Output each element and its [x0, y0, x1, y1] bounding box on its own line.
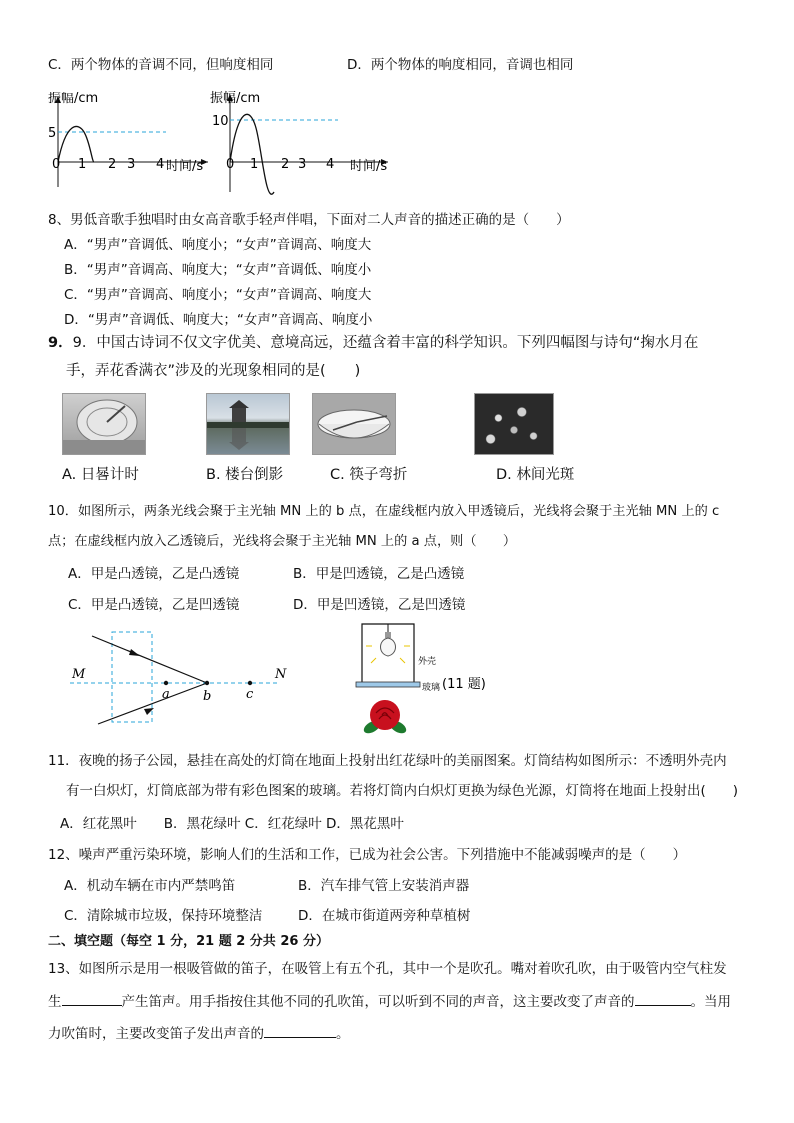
point-c [248, 681, 252, 685]
q13-blank-2[interactable] [635, 991, 691, 1006]
label-a: a [162, 687, 170, 702]
left-xlabel: 时间/s [166, 159, 204, 174]
pavilion-photo [206, 393, 290, 455]
label-b: b [203, 689, 212, 704]
right-ylabel: 振幅/cm [210, 91, 261, 106]
q12-stem: 12、噪声严重污染环境，影响人们的生活和工作，已成为社会公害。下列措施中不能减弱噪声的是（ ） [48, 847, 687, 863]
q13-blank-3[interactable] [264, 1023, 336, 1038]
point-b [205, 681, 209, 685]
q13-line2: 生 产生笛声。用手指按住其他不同的孔吹笛，可以听到不同的声音，这主要改变了声音的 。当用 [48, 991, 731, 1011]
left-tick-4: 4 [156, 157, 165, 172]
bulb-icon [381, 638, 396, 656]
q9-option-a: A. 日晷计时 [62, 467, 139, 483]
q9-option-c: C. 筷子弯折 [330, 467, 408, 483]
wave-right [230, 114, 274, 194]
q12-option-b: B．汽车排气管上安装消声器 [298, 878, 470, 894]
label-n: N [275, 667, 287, 682]
q11-stem-line1: 11．夜晚的扬子公园，悬挂在高处的灯筒在地面上投射出红花绿叶的美丽图案。灯筒结构如图所示：不透明外壳内 [48, 753, 727, 769]
forest-light-spots-photo [474, 393, 554, 455]
q13-line1: 13、如图所示是用一根吸管做的笛子，在吸管上有五个孔，其中一个是吹孔。嘴对着吹孔吹，由于吸管内空气柱发 [48, 961, 727, 977]
section-2-heading: 二、填空题（每空 1 分，21 题 2 分共 26 分） [48, 934, 329, 949]
label-m: M [72, 667, 86, 682]
chopsticks-bowl-photo [312, 393, 396, 455]
left-tick-0: 0 [52, 157, 61, 172]
q10-option-b: B．甲是凹透镜，乙是凸透镜 [293, 566, 465, 582]
ray-upper [92, 636, 207, 683]
q8-stem: 8、男低音歌手独唱时由女高音歌手轻声伴唱，下面对二人声音的描述正确的是（ ） [48, 212, 570, 228]
left-tick-1: 1 [78, 157, 87, 172]
q8-option-c: C．“男声”音调高、响度小；“女声”音调高、响度大 [64, 287, 372, 303]
q7-option-d: D．两个物体的响度相同，音调也相同 [347, 57, 574, 73]
q13-line3: 力吹笛时，主要改变笛子发出声音的 。 [48, 1023, 350, 1043]
right-tick-1: 1 [250, 157, 259, 172]
right-tick-2: 2 [281, 157, 290, 172]
q7-option-c: C．两个物体的音调不同，但响度相同 [48, 57, 274, 73]
lamp-glass [356, 682, 420, 687]
q7-right-graph [208, 88, 398, 198]
label-c: c [246, 687, 254, 702]
q8-option-b: B．“男声”音调高、响度大；“女声”音调低、响度小 [64, 262, 372, 278]
label-q11: (11 题) [442, 677, 486, 692]
q12-option-d: D．在城市街道两旁种草植树 [298, 908, 471, 924]
q10-stem-line2: 点；在虚线框内放入乙透镜后，光线将会聚于主光轴 MN 上的 a 点，则（ ） [48, 534, 517, 549]
q7-left-graph [46, 92, 216, 192]
q10-option-c: C．甲是凸透镜，乙是凹透镜 [68, 597, 240, 613]
q10-lens-diagram [70, 628, 300, 728]
q13-blank-1[interactable] [62, 991, 122, 1006]
right-amp: 10 [212, 114, 229, 129]
q10-option-d: D．甲是凹透镜，乙是凹透镜 [293, 597, 466, 613]
q9-stem-line2: 手，弄花香满衣”涉及的光现象相同的是( ) [66, 363, 361, 379]
right-xlabel: 时间/s [350, 159, 388, 174]
label-glass: 玻璃 [422, 683, 441, 693]
q9-stem-line1: 9．9．中国古诗词不仅文字优美、意境高远，还蕴含着丰富的科学知识。下列四幅图与诗句“掬水月在 [48, 335, 699, 351]
q9-option-d: D. 林间光斑 [496, 467, 575, 483]
rose-icon [362, 695, 408, 739]
lens-dashed-box [112, 632, 152, 722]
left-tick-2: 2 [108, 157, 117, 172]
right-tick-3: 3 [298, 157, 307, 172]
point-a [164, 681, 168, 685]
q9-option-b: B. 楼台倒影 [206, 467, 284, 483]
q12-option-a: A．机动车辆在市内严禁鸣笛 [64, 878, 236, 894]
right-tick-0: 0 [226, 157, 235, 172]
left-tick-3: 3 [127, 157, 136, 172]
right-tick-4: 4 [326, 157, 335, 172]
left-ylabel: 振幅/cm [48, 92, 99, 106]
label-shell: 外壳 [418, 657, 437, 667]
q12-option-c: C．清除城市垃圾，保持环境整洁 [64, 908, 263, 924]
sundial-photo [62, 393, 146, 455]
ray-lower [98, 683, 207, 724]
q11-options: A．红花黑叶 B．黑花绿叶 C．红花绿叶 D．黑花黑叶 [60, 816, 404, 832]
left-amp: 5 [48, 126, 57, 141]
q8-option-a: A．“男声”音调低、响度小；“女声”音调高、响度大 [64, 237, 372, 253]
q10-stem-line1: 10．如图所示，两条光线会聚于主光轴 MN 上的 b 点，在虚线框内放入甲透镜后，光线将会聚于主光轴 MN 上的 c [48, 504, 720, 519]
q8-option-d: D．“男声”音调低、响度大；“女声”音调高、响度小 [64, 312, 373, 328]
q10-option-a: A．甲是凸透镜，乙是凸透镜 [68, 566, 240, 582]
q11-stem-line2: 有一白炽灯，灯筒底部为带有彩色图案的玻璃。若将灯筒内白炽灯更换为绿色光源，灯筒将在地面上投射出( ) [66, 783, 739, 799]
